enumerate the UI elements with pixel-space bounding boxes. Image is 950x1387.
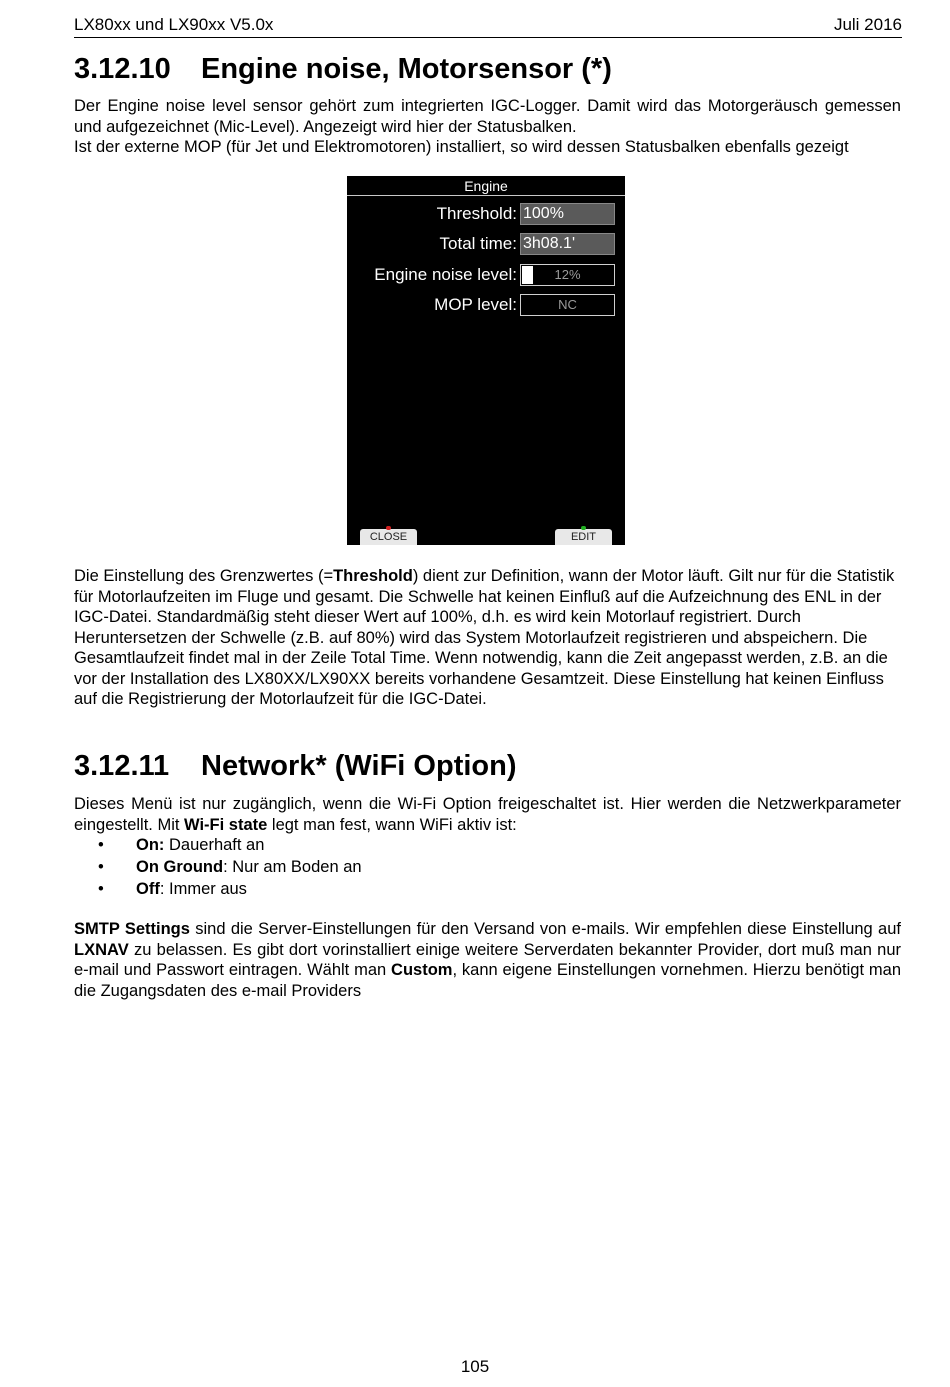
engine-noise-label: Engine noise level:: [374, 265, 517, 284]
page-number: 105: [460, 1357, 490, 1376]
list-item-text: Dauerhaft an: [164, 836, 265, 854]
list-item-term: On Ground: [136, 858, 224, 876]
smtp-paragraph: [74, 919, 901, 1001]
mop-level-bar: [520, 294, 615, 316]
threshold-text-post: ) dient zur Definition, wann der Motor läuft. Gilt nur für die Statistik für Motorlaufzeiten im Fluge und gesamt. Die Schwelle hat keinen Einfluß auf die Aufzeichnung des ENL in der IGC-Datei. Standardmäßig steht dieser Wert auf 100%, d.h. es wird kein Motorlauf registriert. Durch Heruntersetzen der Schwelle (z.B. auf 80%) wird das System Motorlaufzeit registrieren und abspeichern. Die Gesamtlaufzeit findet mal in der Zeile Total Time. Wenn notwendig, kann die Zeit angepasst werden, z.B. an die vor der Installation des LX80XX/LX90XX bereits vorhandene Gesamtzeit. Diese Einstellung hat keinen Einfluss auf die Registrierung der Motorlaufzeit für die IGC-Datei.: [74, 567, 895, 708]
total-time-field[interactable]: 3h08.1': [520, 233, 615, 255]
smtp-term: SMTP Settings: [74, 920, 190, 938]
list-item-term: Off: [136, 880, 160, 898]
wifi-state-list: [74, 834, 901, 900]
list-item-term: On:: [136, 836, 165, 854]
threshold-field[interactable]: 100%: [520, 203, 615, 225]
screen-title-divider: [347, 195, 625, 196]
section-number: 3.12.10: [74, 53, 171, 85]
total-time-row: [347, 233, 625, 257]
smtp-text-2: zu belassen. Es gibt dort vorinstalliert einige weitere Serverdaten bekannter Provider, dort muß man nur e-mail und Passwort eintragen. Wählt man: [74, 940, 901, 979]
list-item-text: : Immer aus: [159, 880, 247, 898]
section-title: Network* (WiFi Option): [201, 750, 517, 782]
close-indicator-icon: [386, 526, 391, 530]
list-item: [74, 834, 901, 856]
smtp-text-3: , kann eigene Einstellungen vornehmen. Hierzu benötigt man die Zugangsdaten des e-mail Providers: [74, 961, 901, 1000]
header-date: Juli 2016: [833, 15, 902, 34]
mop-row: [347, 294, 625, 318]
section-title: Engine noise, Motorsensor (*): [201, 53, 612, 85]
close-button[interactable]: [360, 529, 417, 545]
section-heading-network: [74, 750, 517, 783]
screen-title: Engine: [464, 178, 508, 194]
bullet-icon: •: [98, 858, 104, 876]
edit-indicator-icon: [581, 526, 586, 530]
smtp-term-custom: Custom: [391, 961, 453, 979]
total-time-label: Total time:: [439, 234, 517, 253]
edit-button-label: EDIT: [570, 531, 597, 543]
header-doc-title: LX80xx und LX90xx V5.0x: [74, 15, 274, 34]
engine-settings-screen: [347, 176, 625, 545]
engine-intro-paragraph: Der Engine noise level sensor gehört zum integrierten IGC-Logger. Damit wird das Motorgeräusch gemessen und aufgezeichnet (Mic-Level). Angezeigt wird hier der Statusbalken.: [74, 97, 901, 136]
list-item: [74, 878, 901, 900]
threshold-row: [347, 203, 625, 227]
threshold-text-bold: Threshold: [333, 567, 413, 585]
edit-button[interactable]: [555, 529, 612, 545]
engine-noise-level-bar: [520, 264, 615, 286]
page-header: [74, 15, 902, 38]
threshold-text-pre: Die Einstellung des Grenzwertes (=: [74, 567, 334, 585]
network-intro-post: legt man fest, wann WiFi aktiv ist:: [267, 815, 517, 834]
section-number: 3.12.11: [74, 750, 170, 782]
engine-noise-level-value: 12%: [554, 267, 581, 282]
network-intro-pre: Dieses Menü ist nur zugänglich, wenn die Wi-Fi Option freigeschaltet ist. Hier werden die Netzwerkparameter eingestellt. Mit: [74, 795, 901, 834]
smtp-text-1: sind die Server-Einstellungen für den Versand von e-mails. Wir empfehlen diese Einstellung auf: [189, 920, 901, 938]
network-intro-bold: Wi-Fi state: [184, 815, 268, 834]
engine-noise-row: [347, 264, 625, 288]
network-intro-paragraph: [74, 794, 901, 835]
smtp-term-lxnav: LXNAV: [74, 940, 129, 959]
bullet-icon: •: [98, 880, 104, 898]
close-button-label: CLOSE: [369, 531, 408, 543]
list-item: [74, 856, 901, 878]
bullet-icon: •: [98, 836, 104, 854]
threshold-description-paragraph: [74, 566, 901, 710]
mop-intro-paragraph: Ist der externe MOP (für Jet und Elektromotoren) installiert, so wird dessen Statusbalken ebenfalls gezeigt: [74, 138, 849, 156]
threshold-label: Threshold:: [436, 204, 517, 223]
list-item-text: : Nur am Boden an: [223, 858, 362, 876]
mop-level-value: NC: [558, 297, 577, 312]
section-heading-engine-noise: [74, 53, 612, 86]
mop-label: MOP level:: [434, 295, 517, 314]
